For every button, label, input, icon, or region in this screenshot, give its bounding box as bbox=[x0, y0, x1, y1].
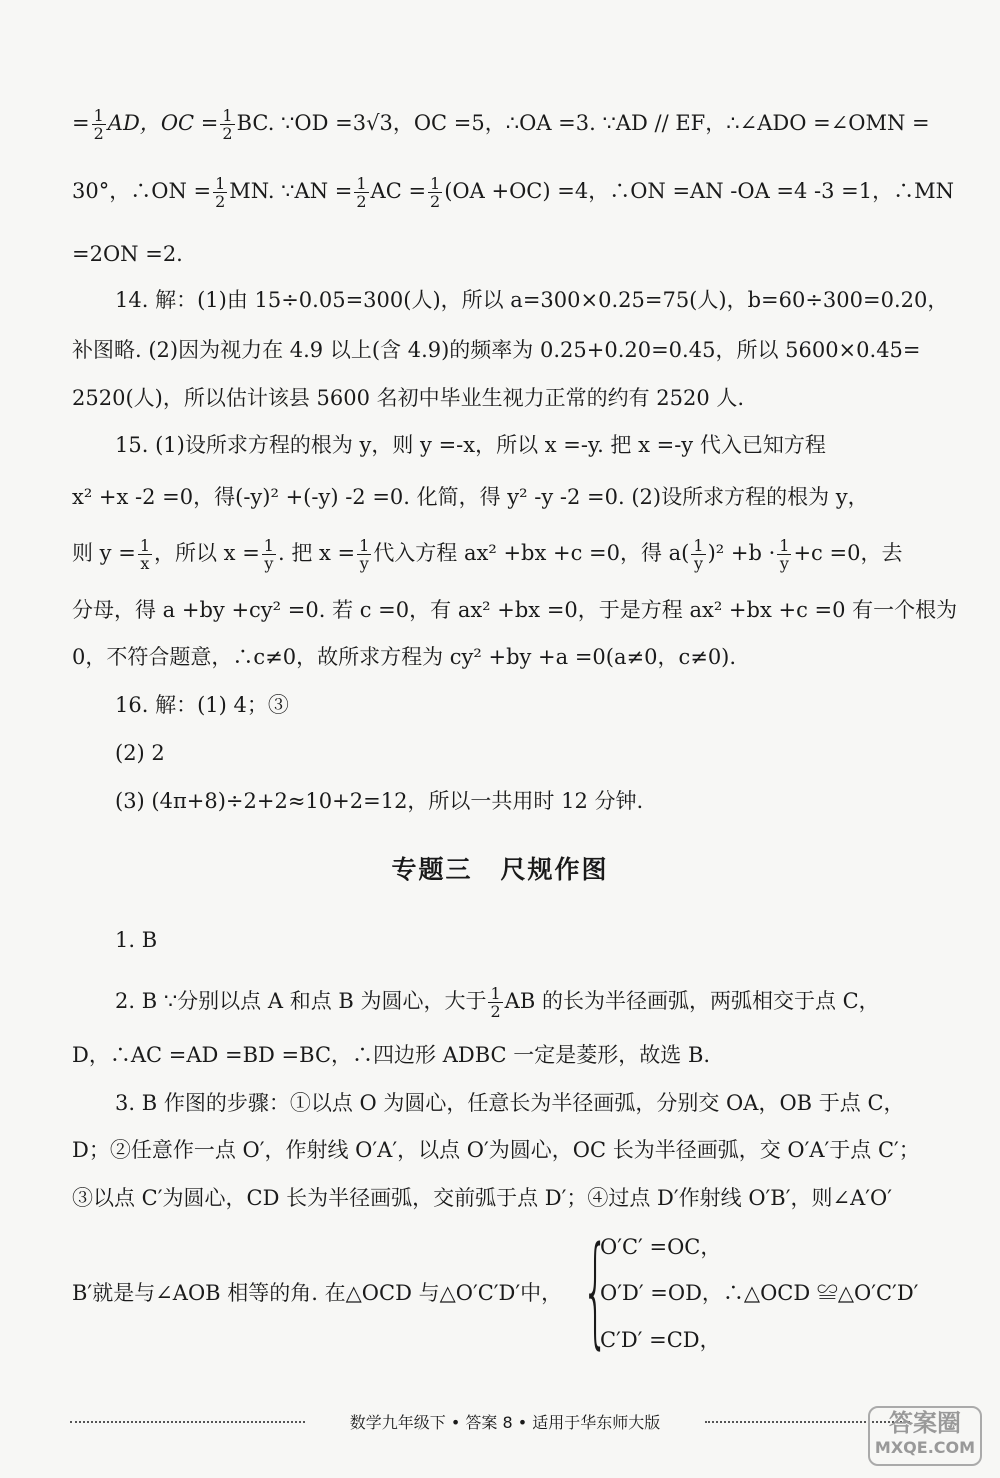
fraction-half: $\frac{1}{2}$ bbox=[215, 174, 226, 211]
fraction-1-over-y: $\frac{1}{y}$ bbox=[693, 536, 704, 573]
answer-s3-3-line-4: B′就是与∠AOB 相等的角. 在△OCD 与△O′C′D′中， bbox=[72, 1281, 563, 1305]
fraction-1-over-y: $\frac{1}{y}$ bbox=[359, 536, 370, 573]
fraction-half: $\frac{1}{2}$ bbox=[222, 106, 233, 143]
answer-15-line-5: 0，不符合题意，∴c≠0，故所求方程为 cy² +by +a =0(a≠0，c≠0). bbox=[72, 645, 737, 669]
fraction-half: $\frac{1}{2}$ bbox=[490, 984, 501, 1021]
answer-16-line-3: (3) (4π+8)÷2+2≈10+2=12，所以一共用时 12 分钟. bbox=[115, 789, 644, 813]
system-eq-3: C′D′ =CD， bbox=[600, 1328, 721, 1352]
answer-15-line-3: 则 y = $\frac{1}{x}$ ，所以 x = $\frac{1}{y}$ . 把 x = $\frac{1}{y}$ 代入方程 ax² +bx +c =0，得 a( $\frac{1}{y}$ )² +b · $\frac{1}{y}$ +c =0，去 bbox=[72, 536, 903, 573]
answer-14-line-2: 补图略. (2)因为视力在 4.9 以上(含 4.9)的频率为 0.25+0.20=0.45，所以 5600×0.45= bbox=[72, 338, 921, 362]
page-footer bbox=[70, 1410, 910, 1434]
fraction-1-over-y: $\frac{1}{y}$ bbox=[779, 536, 790, 573]
fraction-1-over-x: $\frac{1}{x}$ bbox=[139, 536, 150, 573]
fraction-1-over-y: $\frac{1}{y}$ bbox=[263, 536, 274, 573]
answer-s3-2-line-2: D，∴AC =AD =BD =BC，∴四边形 ADBC 一定是菱形，故选 B. bbox=[72, 1043, 711, 1067]
answer-line-13-c: =2ON =2. bbox=[72, 242, 183, 266]
system-eq-1: O′C′ =OC， bbox=[600, 1235, 722, 1259]
footer-divider-left bbox=[70, 1421, 305, 1423]
answer-14-line-1: 14. 解：(1)由 15÷0.05=300(人)，所以 a=300×0.25=75(人)，b=60÷300=0.20， bbox=[115, 288, 949, 312]
footer-text: 数学九年级下 • 答案 8 • 适用于华东师大版 bbox=[349, 1413, 661, 1432]
answer-16-line-2: (2) 2 bbox=[115, 741, 165, 765]
answer-16-line-1: 16. 解：(1) 4；③ bbox=[115, 693, 289, 717]
answer-line-13-b: 30°，∴ON = $\frac{1}{2}$ MN. ∵AN = $\frac{1}{2}$ AC = $\frac{1}{2}$ (OA +OC) =4，∴ON =AN -OA =4 -3 =1，∴MN bbox=[72, 174, 955, 211]
answer-15-line-1: 15. (1)设所求方程的根为 y，则 y =-x，所以 x =-y. 把 x =-y 代入已知方程 bbox=[115, 433, 826, 457]
fraction-half: $\frac{1}{2}$ bbox=[93, 106, 104, 143]
answer-s3-3-line-1: 3. B 作图的步骤：①以点 O 为圆心，任意长为半径画弧，分别交 OA，OB 于点 C， bbox=[115, 1091, 905, 1115]
answer-s3-3-line-3: ③以点 C′为圆心，CD 长为半径画弧，交前弧于点 D′；④过点 D′作射线 O′B′，则∠A′O′ bbox=[72, 1186, 893, 1210]
answer-15-line-2: x² +x -2 =0，得(-y)² +(-y) -2 =0. 化简，得 y² -y -2 =0. (2)设所求方程的根为 y， bbox=[72, 485, 869, 509]
system-eq-2: O′D′ =OD，∴△OCD ≌△O′C′D′ bbox=[600, 1281, 919, 1305]
answer-14-line-3: 2520(人)，所以估计该县 5600 名初中毕业生视力正常的约有 2520 人. bbox=[72, 386, 745, 410]
answer-s3-2-line-1: 2. B ∵分别以点 A 和点 B 为圆心，大于 $\frac{1}{2}$ AB 的长为半径画弧，两弧相交于点 C， bbox=[115, 984, 880, 1021]
answer-s3-1: 1. B bbox=[115, 928, 158, 952]
answer-15-line-4: 分母，得 a +by +cy² =0. 若 c =0，有 ax² +bx =0，于是方程 ax² +bx +c =0 有一个根为 bbox=[72, 598, 958, 622]
answer-line-13-a: = $\frac{1}{2}$ AD，OC = $\frac{1}{2}$ BC. ∵OD =3√3，OC =5，∴OA =3. ∵AD // EF，∴∠ADO =∠OMN = bbox=[72, 106, 930, 143]
answer-s3-3-line-2: D；②任意作一点 O′，作射线 O′A′，以点 O′为圆心，OC 长为半径画弧，交 O′A′于点 C′； bbox=[72, 1138, 920, 1162]
equation-system-brace: { bbox=[582, 1222, 609, 1361]
fraction-half: $\frac{1}{2}$ bbox=[430, 174, 441, 211]
watermark-logo: 答案圈 MXQE.COM bbox=[868, 1406, 982, 1466]
fraction-half: $\frac{1}{2}$ bbox=[356, 174, 367, 211]
section-title: 专题三 尺规作图 bbox=[391, 855, 609, 884]
